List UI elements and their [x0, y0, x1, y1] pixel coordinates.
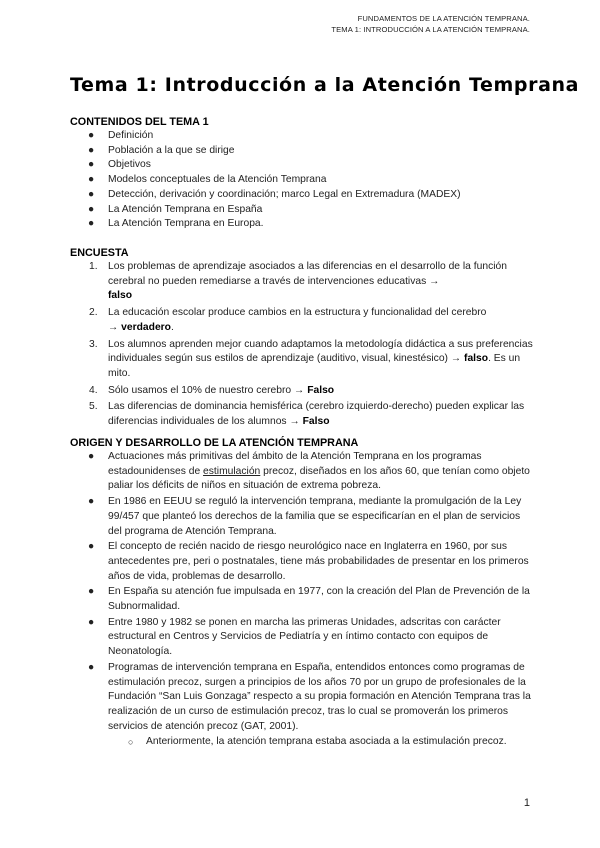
list-item: ● Entre 1980 y 1982 se ponen en marcha las primeras Unidades, adscritas con carácter estructural en Centros y Servicios de Pediatría y en íntimo contacto con equipos de Neonatología. [88, 616, 501, 658]
list-item: ● Actuaciones más primitivas del ámbito de la Atención Temprana en los programas estadounidenses de estimulación precoz, diseñados en los años 60, que tenían como objeto paliar los déficits de niños en situación de extrema pobreza. [88, 451, 530, 492]
survey-item: 3. Los alumnos aprenden mejor cuando adaptamos la metodología didáctica a sus preferencias individuales según sus estilos de aprendizaje (auditivo, visual, kinestésico) → falso. Es un mito. [89, 338, 533, 379]
sub-list-item: ○ Anteriormente, la atención temprana estaba asociada a la estimulación precoz. [70, 735, 535, 750]
survey-section [70, 246, 535, 432]
list-item: ● Detección, derivación y coordinación; marco Legal en Extremadura (MADEX) [70, 188, 535, 203]
item-number: 4. [89, 384, 98, 396]
list-item: ● La Atención Temprana en España [70, 203, 535, 218]
running-header [331, 13, 530, 35]
contents-list [70, 129, 535, 232]
bullet-icon: ● [88, 203, 95, 215]
origin-list [70, 450, 535, 734]
list-item: ● Definición [70, 129, 535, 144]
bullet-icon: ● [88, 541, 95, 553]
answer: Falso [307, 384, 335, 396]
contents-heading: CONTENIDOS DEL TEMA 1 [70, 116, 209, 128]
survey-item: 1. Los problemas de aprendizaje asociados a las diferencias en el desarrollo de la función cerebral no pueden remediarse a través de intervenciones educativas → falso [89, 261, 507, 302]
page-number: 1 [523, 797, 530, 809]
arrow-icon: → [108, 321, 119, 333]
contents-section [70, 115, 535, 232]
bullet-icon: ● [88, 661, 95, 673]
item-number: 1. [89, 261, 98, 272]
list-item: ● Población a la que se dirige [70, 144, 535, 159]
survey-item: 4. Sólo usamos el 10% de nuestro cerebro → Falso [70, 384, 535, 399]
arrow-icon: → [289, 416, 300, 428]
bullet-icon: ● [88, 159, 95, 171]
answer: falso [108, 290, 133, 302]
list-item: ● En España su atención fue impulsada en 1977, con la creación del Plan de Prevención de la Subnormalidad. [88, 586, 530, 613]
list-item: ● El concepto de recién nacido de riesgo neurológico nace en Inglaterra en 1960, por sus antecedentes pre, peri o postnatales, tiene más probabilidades de presentar en los primeros años de vida, problemas de desarrollo. [88, 541, 529, 582]
arrow-icon: → [450, 353, 462, 365]
sub-bullet-icon: ○ [128, 737, 134, 748]
survey-item: 5. Las diferencias de dominancia hemisférica (cerebro izquierdo-derecho) pueden explicar las diferencias individuales de los alumnos → Falso [89, 401, 525, 428]
list-item: ● La Atención Temprana en Europa. [70, 217, 535, 232]
header-topic: TEMA 1: INTRODUCCIÓN A LA ATENCIÓN TEMPRANA. [331, 25, 530, 34]
survey-item: 2. La educación escolar produce cambios en la estructura y funcionalidad del cerebro → verdadero. [89, 307, 487, 333]
survey-list [70, 260, 535, 430]
bullet-icon: ● [88, 188, 95, 200]
answer: falso [464, 353, 489, 365]
page-title: Tema 1: Introducción a la Atención Temprana [70, 74, 580, 96]
item-number: 3. [89, 338, 98, 350]
arrow-icon: → [429, 275, 440, 287]
bullet-icon: ● [88, 616, 95, 628]
bullet-icon: ● [88, 144, 95, 156]
survey-heading: ENCUESTA [70, 247, 129, 259]
item-number: 5. [89, 401, 98, 413]
list-item: ● En 1986 en EEUU se reguló la intervención temprana, mediante la promulgación de la Ley 99/457 que planteó los derechos de la familia que se especificarían en el plan de servicios del programa de Atención Temprana. [88, 496, 522, 537]
list-item: ● Programas de intervención temprana en España, entendidos entonces como programas de estimulación precoz, surgen a principios de los años 70 por un grupo de profesionales de la Fundación “San Luis Gonzaga” respecto a su propia formación en Atención Temprana tras la realización de un curso de estimulación precoz, tras lo cual se promoverán los primeros servicios de atención precoz (GAT, 2001). [88, 661, 531, 732]
list-item: ● Objetivos [70, 158, 535, 173]
origin-heading: ORIGEN Y DESARROLLO DE LA ATENCIÓN TEMPRANA [70, 437, 359, 449]
item-number: 2. [89, 307, 98, 319]
answer: Falso [302, 416, 330, 428]
header-course: FUNDAMENTOS DE LA ATENCIÓN TEMPRANA. [357, 14, 530, 23]
bullet-icon: ● [88, 174, 95, 186]
origin-section [70, 436, 535, 750]
bullet-icon: ● [88, 451, 95, 462]
arrow-icon: → [294, 384, 305, 396]
bullet-icon: ● [88, 496, 95, 508]
bullet-icon: ● [88, 218, 95, 230]
answer: verdadero [121, 321, 171, 333]
list-item: ● Modelos conceptuales de la Atención Temprana [70, 173, 535, 188]
bullet-icon: ● [88, 586, 95, 598]
bullet-icon: ● [88, 130, 95, 141]
